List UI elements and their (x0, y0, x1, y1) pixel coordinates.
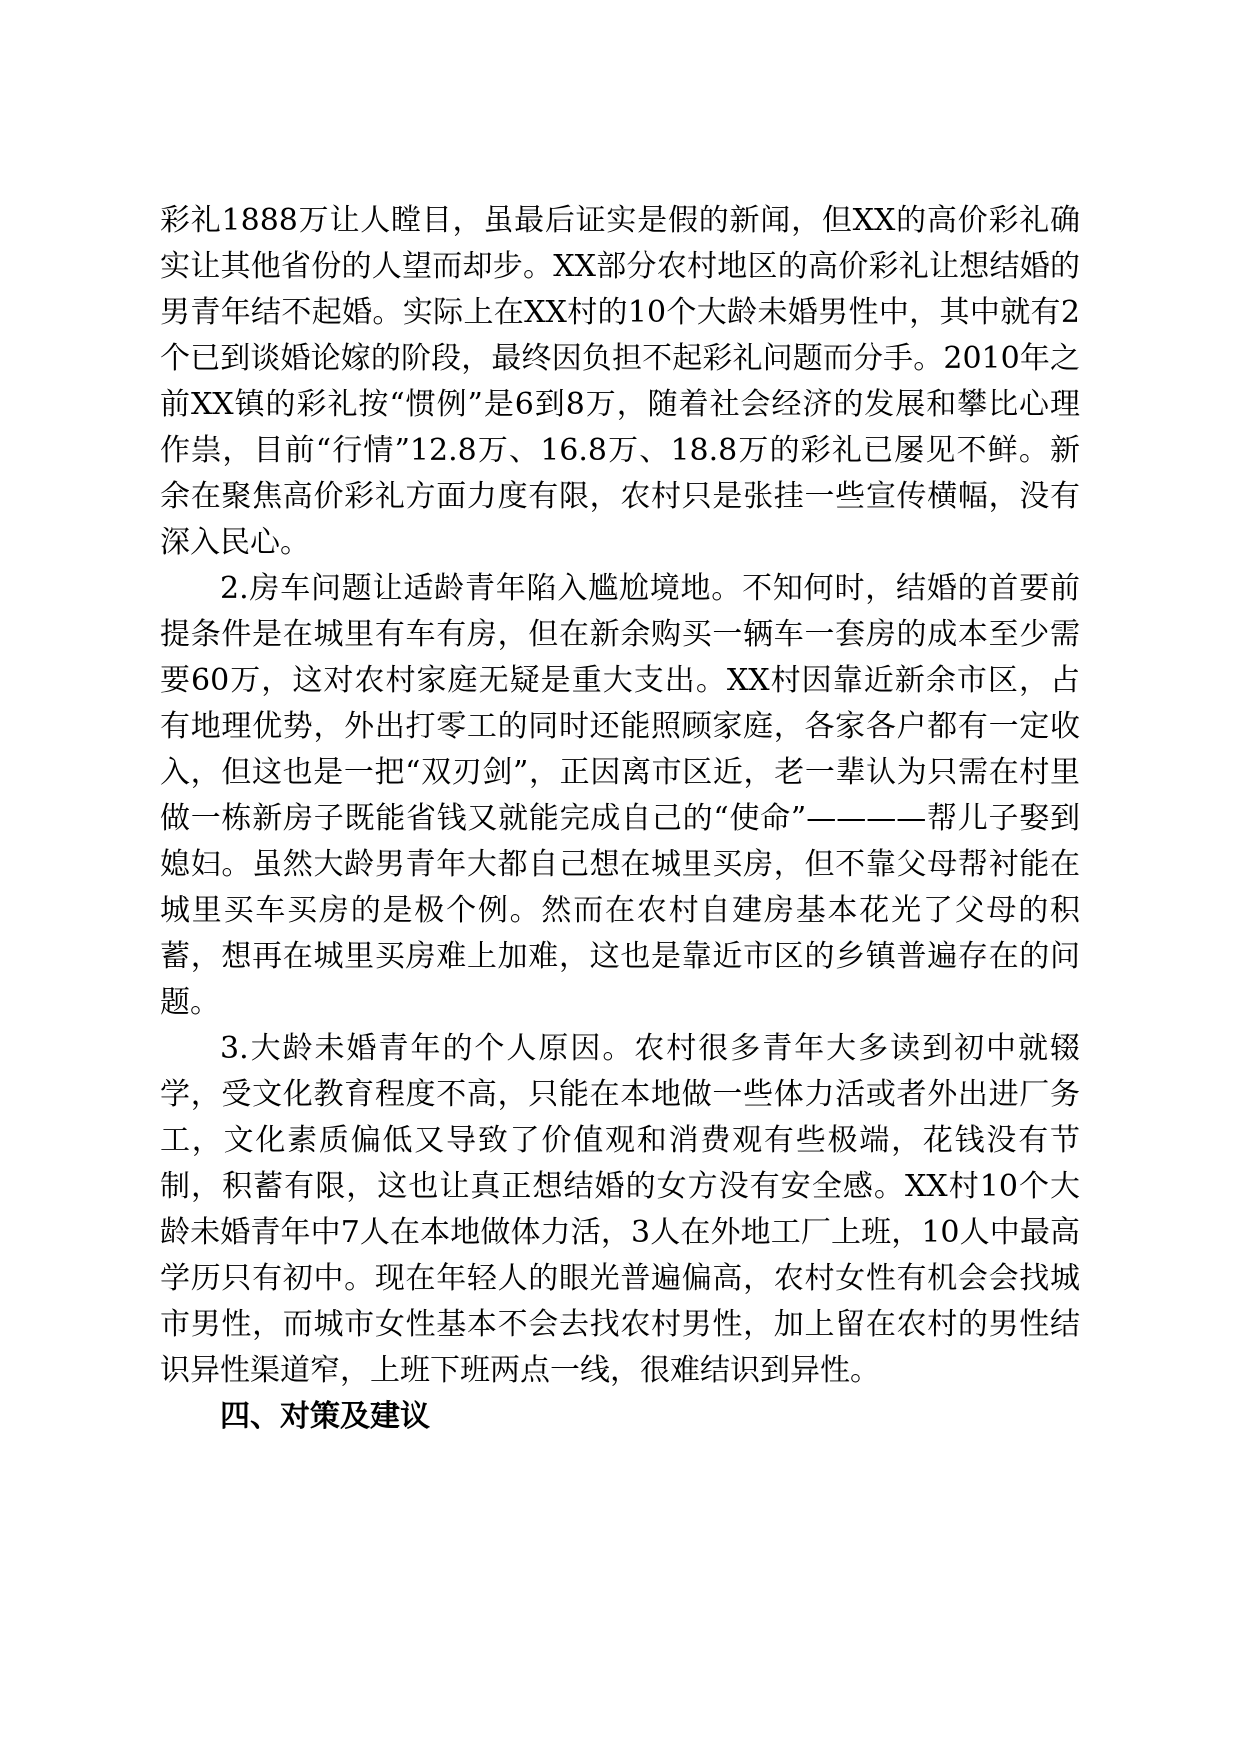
paragraph-bride-price: 彩礼1888万让人瞠目，虽最后证实是假的新闻，但XX的高价彩礼确实让其他省份的人望而却步。XX部分农村地区的高价彩礼让想结婚的男青年结不起婚。实际上在XX村的10个大龄未婚男性中，其中就有2个已到谈婚论嫁的阶段，最终因负担不起彩礼问题而分手。2010年之前XX镇的彩礼按“惯例”是6到8万，随着社会经济的发展和攀比心理作祟，目前“行情”12.8万、16.8万、18.8万的彩礼已屡见不鲜。新余在聚焦高价彩礼方面力度有限，农村只是张挂一些宣传横幅，没有深入民心。 (160, 203, 1080, 560)
document-page (160, 198, 1080, 1440)
paragraph-housing-car: 2.房车问题让适龄青年陷入尴尬境地。不知何时，结婚的首要前提条件是在城里有车有房，但在新余购买一辆车一套房的成本至少需要60万，这对农村家庭无疑是重大支出。XX村因靠近新余市区，占有地理优势，外出打零工的同时还能照顾家庭，各家各户都有一定收入，但这也是一把“双刃剑”，正因离市区近，老一辈认为只需在村里做一栋新房子既能省钱又就能完成自己的“使命”————帮儿子娶到媳妇。虽然大龄男青年大都自己想在城里买房，但不靠父母帮衬能在城里买车买房的是极个例。然而在农村自建房基本花光了父母的积蓄，想再在城里买房难上加难，这也是靠近市区的乡镇普遍存在的问题。 (160, 571, 1080, 1020)
section-heading: 四、对策及建议 (220, 1399, 430, 1434)
paragraph-personal-reasons: 3.大龄未婚青年的个人原因。农村很多青年大多读到初中就辍学，受文化教育程度不高，只能在本地做一些体力活或者外出进厂务工，文化素质偏低又导致了价值观和消费观有些极端，花钱没有节制，积蓄有限，这也让真正想结婚的女方没有安全感。XX村10个大龄未婚青年中7人在本地做体力活，3人在外地工厂上班，10人中最高学历只有初中。现在年轻人的眼光普遍偏高，农村女性有机会会找城市男性，而城市女性基本不会去找农村男性，加上留在农村的男性结识异性渠道窄，上班下班两点一线，很难结识到异性。 (160, 1031, 1080, 1388)
